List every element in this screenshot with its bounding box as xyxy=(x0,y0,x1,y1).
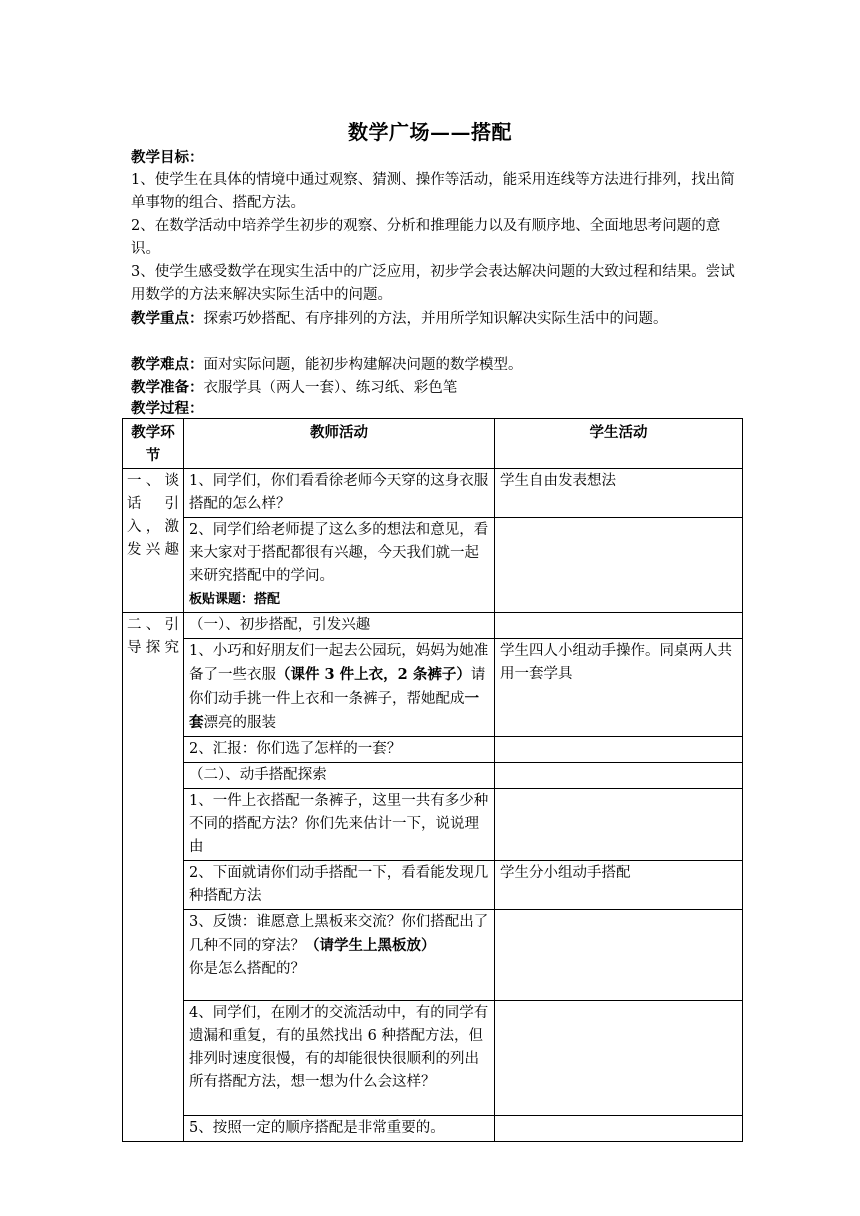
header-teacher: 教师活动 xyxy=(184,419,495,469)
teacher-cell xyxy=(184,639,495,737)
teacher-emphasis: （请学生上黑板放） xyxy=(305,937,436,954)
goal-item: 2、在数学活动中培养学生初步的观察、分析和推理能力以及有顺序地、全面地思考问题的意识。 xyxy=(131,218,721,257)
student-cell: 学生分小组动手搭配 xyxy=(495,861,743,910)
table-row xyxy=(123,1116,743,1142)
key-point xyxy=(131,307,741,331)
teacher-text: 3、反馈：谁愿意上黑板来交流？你们搭配出了几种不同的穿法？ xyxy=(189,914,489,954)
table-row xyxy=(123,910,743,1001)
teacher-cell xyxy=(184,518,495,613)
teacher-text: 请你们动手挑一件上衣和一条裤子，帮她配成 xyxy=(189,667,486,707)
teacher-cell: 1、同学们，你们看看徐老师今天穿的这身衣服搭配的怎么样？ xyxy=(184,469,495,518)
teacher-text: 漂亮的服装 xyxy=(203,715,276,731)
difficulty-label: 教学难点： xyxy=(131,356,204,373)
page-title: 数学广场——搭配 xyxy=(348,120,512,144)
student-cell xyxy=(495,1116,743,1142)
teacher-cell: 4、同学们，在刚才的交流活动中，有的同学有遗漏和重复，有的虽然找出 6 种搭配方法，但排列时速度很慢，有的却能很快很顺利的列出所有搭配方法，想一想为什么会这样？ xyxy=(184,1001,495,1116)
prep-label: 教学准备： xyxy=(131,379,204,396)
stage-cell: 二、引导探究 xyxy=(123,613,184,1142)
key-point-text: 探索巧妙搭配、有序排列的方法，并用所学知识解决实际生活中的问题。 xyxy=(203,311,668,327)
student-cell xyxy=(495,518,743,613)
table-header-row xyxy=(123,419,743,469)
goal-item: 1、使学生在具体的情境中通过观察、猜测、操作等活动，能采用连线等方法进行排列，找出简单事物的组合、搭配方法。 xyxy=(131,172,735,211)
table-row xyxy=(123,469,743,518)
student-cell: 学生四人小组动手操作。同桌两人共用一套学具 xyxy=(495,639,743,737)
stage-cell: 一、谈话引入，激发兴趣 xyxy=(123,469,184,613)
table-row xyxy=(123,1001,743,1116)
goals-section xyxy=(131,146,741,307)
teacher-cell: 2、下面就请你们动手搭配一下，看看能发现几种搭配方法 xyxy=(184,861,495,910)
difficulty xyxy=(131,353,741,377)
goals-label: 教学目标： xyxy=(131,149,204,166)
student-cell: 学生自由发表想法 xyxy=(495,469,743,518)
student-cell xyxy=(495,789,743,861)
table-row xyxy=(123,737,743,763)
table-row xyxy=(123,789,743,861)
board-note: 板贴课题：搭配 xyxy=(189,592,281,607)
prep-text: 衣服学具（两人一套）、练习纸、彩色笔 xyxy=(203,380,458,396)
teacher-emphasis: （课件 3 件上衣，2 条裤子） xyxy=(276,666,471,683)
table-row xyxy=(123,518,743,613)
teacher-text: 你是怎么搭配的？ xyxy=(189,961,305,977)
process-label: 教学过程： xyxy=(131,400,204,417)
difficulty-text: 面对实际问题，能初步构建解决问题的数学模型。 xyxy=(203,357,523,373)
teacher-cell: 2、汇报：你们选了怎样的一套？ xyxy=(184,737,495,763)
teacher-cell: 5、按照一定的顺序搭配是非常重要的。 xyxy=(184,1116,495,1142)
teacher-text: 1、小巧和好朋友们一起去公园玩，妈妈为她准备了一些衣服 xyxy=(189,643,489,683)
student-cell xyxy=(495,1001,743,1116)
process-table xyxy=(122,418,743,1142)
teacher-cell: 1、一件上衣搭配一条裤子，这里一共有多少种不同的搭配方法？你们先来估计一下，说说理由 xyxy=(184,789,495,861)
goal-item: 3、使学生感受数学在现实生活中的广泛应用，初步学会表达解决问题的大致过程和结果。尝试用数学的方法来解决实际生活中的问题。 xyxy=(131,264,735,303)
table-row xyxy=(123,639,743,737)
teacher-text: 2、同学们给老师提了这么多的想法和意见，看来大家对于搭配都很有兴趣，今天我们就一起来研究搭配中的学问。 xyxy=(189,522,489,584)
teacher-emphasis: 一套 xyxy=(189,690,479,731)
teacher-cell: （二）、动手搭配探索 xyxy=(184,763,495,789)
key-point-label: 教学重点： xyxy=(131,310,204,327)
student-cell xyxy=(495,763,743,789)
teacher-cell: （一）、初步搭配，引发兴趣 xyxy=(184,613,495,639)
table-row xyxy=(123,613,743,639)
student-cell xyxy=(495,737,743,763)
table-row xyxy=(123,763,743,789)
student-cell xyxy=(495,613,743,639)
table-row xyxy=(123,861,743,910)
student-cell xyxy=(495,910,743,1001)
header-stage: 教学环节 xyxy=(123,419,184,469)
teacher-cell xyxy=(184,910,495,1001)
header-student: 学生活动 xyxy=(495,419,743,469)
